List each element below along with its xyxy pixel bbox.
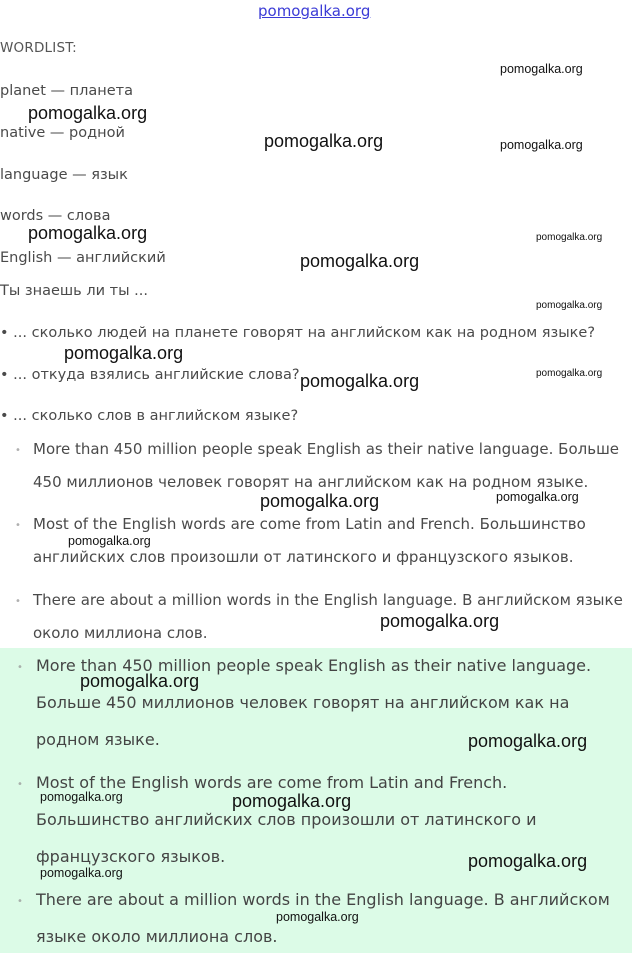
wordlist-item: planet — планета [0, 83, 133, 99]
watermark: pomogalka.org [500, 138, 583, 152]
wordlist-heading: WORDLIST: [0, 40, 77, 56]
bullet: • [17, 779, 23, 790]
questions-intro: Ты знаешь ли ты ... [0, 283, 148, 299]
watermark: pomogalka.org [64, 343, 184, 363]
watermark: pomogalka.org [468, 731, 588, 751]
bullet: • [15, 596, 21, 607]
answer-line: около миллиона слов. [33, 624, 208, 642]
watermark: pomogalka.org [468, 851, 588, 871]
answer-line: More than 450 million people speak English as their native language. Больше [33, 440, 620, 458]
bullet: • [17, 896, 23, 907]
answer-line: More than 450 million people speak English as their native language. [36, 656, 592, 675]
watermark: pomogalka.org [40, 866, 123, 880]
watermark: pomogalka.org [260, 491, 380, 511]
watermark: pomogalka.org [276, 910, 359, 924]
watermark: pomogalka.org [300, 251, 420, 271]
answer-line: языке около миллиона слов. [36, 927, 278, 946]
answer-line: 450 миллионов человек говорят на английском как на родном языке. [33, 473, 589, 491]
watermark: pomogalka.org [536, 368, 603, 379]
watermark: pomogalka.org [68, 534, 151, 548]
watermark: pomogalka.org [380, 611, 500, 631]
site-link[interactable]: pomogalka.org [258, 2, 371, 20]
watermark: pomogalka.org [40, 790, 123, 804]
watermark: pomogalka.org [80, 671, 200, 691]
answer-line: Most of the English words are come from Latin and French. Большинство [33, 515, 586, 533]
bullet: • [15, 520, 21, 531]
watermark: pomogalka.org [536, 232, 603, 243]
answer-line: Больше 450 миллионов человек говорят на английском как на [36, 693, 570, 712]
watermark: pomogalka.org [536, 300, 603, 311]
answer-line: There are about a million words in the English language. В английском [36, 890, 610, 909]
bullet: • [15, 445, 21, 456]
watermark: pomogalka.org [28, 103, 148, 123]
watermark: pomogalka.org [496, 490, 579, 504]
answer-line: There are about a million words in the English language. В английском языке [33, 591, 623, 609]
watermark: pomogalka.org [300, 371, 420, 391]
answer-line: родном языке. [36, 730, 160, 749]
question-item: • ... сколько людей на планете говорят на английском как на родном языке? [0, 325, 596, 341]
wordlist-item: native — родной [0, 125, 125, 141]
question-item: • ... откуда взялись английские слова? [0, 367, 300, 383]
watermark: pomogalka.org [28, 223, 148, 243]
answer-line: Большинство английских слов произошли от латинского и [36, 810, 537, 829]
wordlist-item: English — английский [0, 250, 166, 266]
question-item: • ... сколько слов в английском языке? [0, 408, 299, 424]
watermark: pomogalka.org [232, 791, 352, 811]
watermark: pomogalka.org [500, 62, 583, 76]
answer-line: Most of the English words are come from Latin and French. [36, 773, 508, 792]
bullet: • [17, 662, 23, 673]
wordlist-item: language — язык [0, 167, 128, 183]
answer-line: английских слов произошли от латинского и французского языков. [33, 548, 574, 566]
answer-line: французского языков. [36, 847, 226, 866]
wordlist-item: words — слова [0, 208, 111, 224]
watermark: pomogalka.org [264, 131, 384, 151]
